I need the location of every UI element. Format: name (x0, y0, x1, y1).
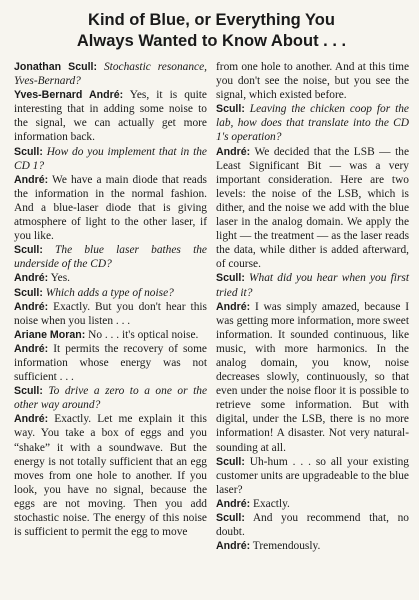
interview-paragraph (14, 342, 207, 384)
interview-paragraph (14, 243, 207, 271)
article-title (14, 10, 409, 52)
interview-paragraph (216, 145, 409, 272)
interview-columns (14, 60, 409, 553)
right-column (216, 60, 409, 553)
article-title-line-2: Always Wanted to Know About . . . (76, 32, 347, 50)
answer-text: And you recommend that, no doubt. (216, 512, 409, 539)
interview-paragraph (216, 455, 409, 497)
interview-paragraph (216, 102, 409, 144)
answer-text: We have a main diode that reads the information in the normal fashion. And a blue-laser diode that is giving atmosphere of light to the other laser, if you like. (14, 173, 207, 243)
speaker-name: Yves-Bernard André: (14, 89, 124, 102)
interview-paragraph (14, 412, 207, 539)
interview-paragraph (216, 300, 409, 455)
speaker-name: Scull: (216, 455, 245, 468)
speaker-name: André: (216, 145, 251, 158)
speaker-name: Jonathan Scull: (14, 61, 97, 73)
question-text: What did you hear when you first tried it? (216, 272, 409, 299)
interview-paragraph (14, 60, 207, 88)
answer-text: Yes. (50, 272, 70, 285)
speaker-name: André: (14, 272, 49, 285)
speaker-name: André: (216, 540, 251, 553)
speaker-name: André: (14, 173, 49, 186)
answer-text: No . . . it's optical noise. (88, 328, 199, 341)
question-text: Stochastic resonance, Yves-Bernard? (14, 61, 207, 88)
answer-text: Exactly. But you don't hear this noise when you listen . . . (14, 300, 207, 327)
article-title-line-1: Kind of Blue, or Everything You (88, 11, 335, 29)
answer-text: We decided that the LSB — the Least Significant Bit — was a very important consideration. Here are two levels: the noise of the LSB, which is dither, and the noise we add with the blue laser in the analog domain. We apply the light — the treatment — as the laser reads the data, while dither is added afterward, of course. (216, 145, 409, 271)
interview-paragraph (216, 539, 409, 553)
speaker-name: André: (14, 413, 49, 426)
answer-text: Yes, it is quite interesting that in adding some noise to the signal, we can actually get more information back. (14, 89, 207, 144)
interview-paragraph (14, 328, 207, 342)
interview-paragraph (14, 88, 207, 144)
interview-paragraph (216, 271, 409, 299)
answer-text: Uh-hum . . . so all your existing customer units are upgradeable to the blue laser? (216, 455, 409, 496)
speaker-name: Scull: (216, 512, 245, 524)
speaker-name: Ariane Moran: (14, 328, 86, 341)
question-text: To drive a zero to a one or the other way around? (14, 385, 207, 412)
interview-paragraph (14, 271, 207, 285)
answer-text: from one hole to another. And at this time you don't see the noise, but you see the signal, which existed before. (216, 61, 409, 102)
speaker-name: Scull: (14, 244, 43, 257)
interview-paragraph (216, 497, 409, 511)
answer-text: I was simply amazed, because I was getting more information, more sweet information. It sounded continuous, like music, with more harmonics. In the analog domain, you know, noise decreases slowly, continuously, so that even under the noise floor it is possible to retrieve some information. But with digital, under the LSB, there is no more information! A disaster. Not very natural-sounding at all. (216, 300, 409, 454)
question-text: Which adds a type of noise? (45, 286, 174, 299)
interview-paragraph (14, 300, 207, 328)
left-column (14, 60, 207, 553)
speaker-name: André: (216, 497, 251, 510)
interview-paragraph (216, 60, 409, 102)
interview-paragraph (14, 286, 207, 300)
interview-paragraph (14, 145, 207, 173)
speaker-name: André: (14, 300, 49, 313)
interview-paragraph (216, 511, 409, 539)
answer-text: Exactly. Let me explain it this way. You take a box of eggs and you “shake” it with a soundwave. But the energy is not totally sufficient that an egg moves from one hole to another. If you look, you have no signal, because the eggs are not moving. Then you add stochastic noise. The energy of this noise is sufficient to permit the egg to move (14, 413, 207, 539)
speaker-name: Scull: (14, 385, 43, 398)
answer-text: It permits the recovery of some information whose energy was not sufficient . . . (14, 342, 207, 384)
interview-paragraph (14, 173, 207, 243)
speaker-name: Scull: (216, 103, 245, 116)
question-text: The blue laser bathes the underside of the CD? (14, 244, 207, 271)
speaker-name: Scull: (14, 145, 43, 158)
question-text: How do you implement that in the CD 1? (14, 145, 207, 172)
speaker-name: Scull: (14, 286, 43, 299)
interview-paragraph (14, 384, 207, 412)
answer-text: Tremendously. (252, 540, 321, 553)
speaker-name: André: (216, 300, 251, 313)
speaker-name: André: (14, 342, 49, 355)
speaker-name: Scull: (216, 272, 245, 285)
question-text: Leaving the chicken coop for the lab, how does that translate into the CD 1's operation? (216, 103, 409, 144)
answer-text: Exactly. (253, 497, 290, 510)
